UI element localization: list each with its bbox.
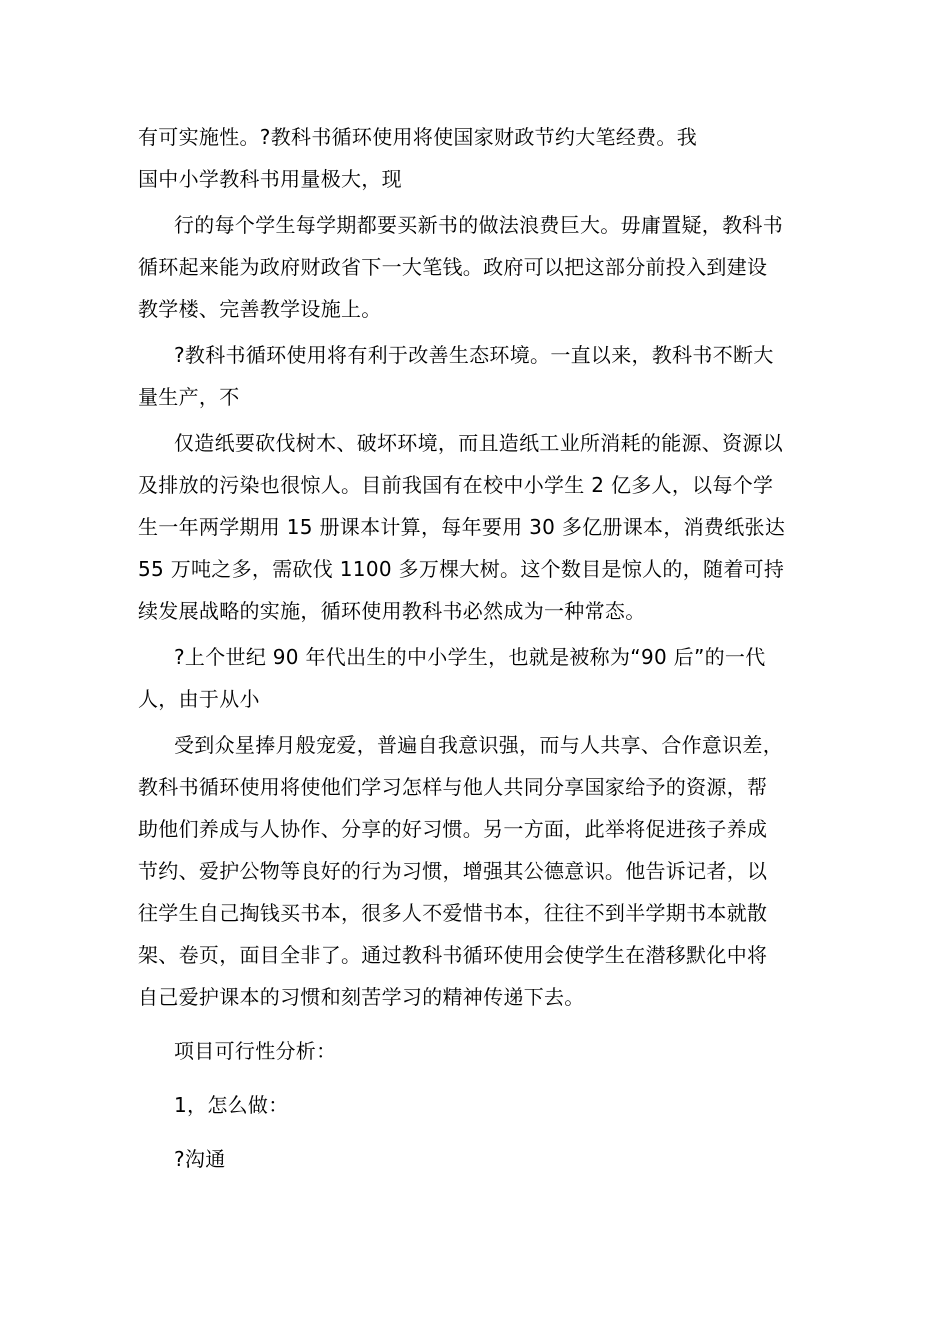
text-line: 有可实施性。?教科书循环使用将使国家财政节约大笔经费。我 bbox=[138, 125, 698, 149]
document-body bbox=[138, 116, 822, 1180]
text-line: 助他们养成与人协作、分享的好习惯。另一方面，此举将促进孩子养成 bbox=[138, 817, 768, 841]
text-line: 仅造纸要砍伐树木、破坏环境，而且造纸工业所消耗的能源、资源以 bbox=[174, 431, 783, 455]
text-line: 教科书循环使用将使他们学习怎样与他人共同分享国家给予的资源，帮 bbox=[138, 775, 768, 799]
text-line: 及排放的污染也很惊人。目前我国有在校中小学生 2 亿多人，以每个学 bbox=[138, 473, 774, 497]
text-line: 教学楼、完善教学设施上。 bbox=[138, 297, 382, 321]
list-item: 1，怎么做： bbox=[174, 1093, 289, 1117]
text-line: 节约、爱护公物等良好的行为习惯，增强其公德意识。他告诉记者，以 bbox=[138, 859, 768, 883]
text-line: ?上个世纪 90 年代出生的中小学生，也就是被称为“90 后”的一代 bbox=[174, 645, 766, 669]
text-line: 生一年两学期用 15 册课本计算，每年要用 30 多亿册课本，消费纸张达 bbox=[138, 515, 786, 539]
list-item: ?沟通 bbox=[174, 1147, 226, 1171]
text-line: 自己爱护课本的习惯和刻苦学习的精神传递下去。 bbox=[138, 985, 585, 1009]
text-line: 受到众星捧月般宠爱，普遍自我意识强，而与人共享、合作意识差， bbox=[174, 733, 783, 757]
section-heading: 项目可行性分析： bbox=[174, 1039, 337, 1063]
text-line: 架、卷页，面目全非了。通过教科书循环使用会使学生在潜移默化中将 bbox=[138, 943, 768, 967]
text-line: 人，由于从小 bbox=[138, 687, 260, 711]
text-line: 循环起来能为政府财政省下一大笔钱。政府可以把这部分前投入到建设 bbox=[138, 255, 768, 279]
text-line: 国中小学教科书用量极大，现 bbox=[138, 167, 402, 191]
text-line: 往学生自己掏钱买书本，很多人不爱惜书本，往往不到半学期书本就散 bbox=[138, 901, 768, 925]
text-line: 行的每个学生每学期都要买新书的做法浪费巨大。毋庸置疑，教科书 bbox=[174, 213, 783, 237]
text-line: 续发展战略的实施，循环使用教科书必然成为一种常态。 bbox=[138, 599, 646, 623]
text-line: ?教科书循环使用将有利于改善生态环境。一直以来，教科书不断大 bbox=[174, 343, 774, 367]
text-line: 55 万吨之多，需砍伐 1100 多万棵大树。这个数目是惊人的，随着可持 bbox=[138, 557, 785, 581]
text-line: 量生产，不 bbox=[138, 385, 240, 409]
